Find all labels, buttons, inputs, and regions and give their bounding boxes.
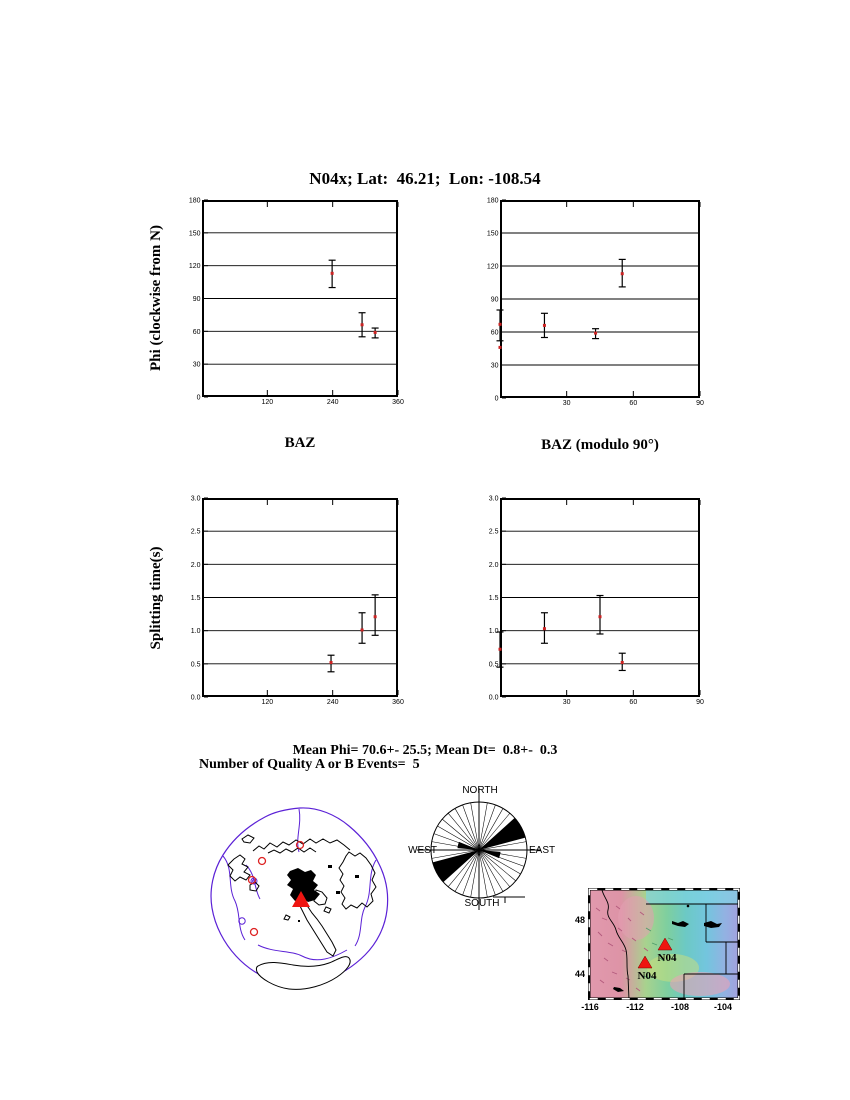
y-tick-label: 120 xyxy=(188,263,201,271)
x-tick-label: 360 xyxy=(392,699,404,706)
y-tick-label: 0.5 xyxy=(190,661,201,669)
dt-axis-label: Splitting time(s) xyxy=(148,546,164,650)
x-tick-label: 360 xyxy=(392,399,404,406)
data-point-marker xyxy=(599,615,602,618)
globe-map xyxy=(198,795,403,1010)
plot-dt-vs-baz-mod90 xyxy=(488,495,704,706)
y-tick-label: 180 xyxy=(486,197,499,205)
x-tick-label: 30 xyxy=(562,400,571,407)
phi-bazmod-svg xyxy=(486,197,704,407)
y-tick-label: 0.5 xyxy=(488,661,499,669)
y-tick-label: 2.0 xyxy=(488,561,499,569)
error-bar-points xyxy=(328,595,379,672)
map-lon-tick-112: -112 xyxy=(626,1002,644,1012)
rose-west-label: WEST xyxy=(408,845,437,856)
y-tick-label: 1.0 xyxy=(190,628,201,636)
y-tick-label: 60 xyxy=(490,329,499,337)
y-tick-label: 2.5 xyxy=(488,528,499,536)
event-count-line: Number of Quality A or B Events= 5 xyxy=(199,757,420,772)
data-point-marker xyxy=(361,629,364,632)
gridlines xyxy=(501,200,700,398)
y-tick-label: 60 xyxy=(192,328,201,336)
y-tick-label: 2.5 xyxy=(190,528,201,536)
x-tick-label: 240 xyxy=(326,399,339,406)
data-point-marker xyxy=(499,346,502,349)
y-tick-label: 0 xyxy=(196,394,201,402)
y-tick-label: 30 xyxy=(192,361,201,369)
y-tick-label: 150 xyxy=(188,230,201,238)
x-tick-label: 90 xyxy=(696,699,704,706)
y-tick-label: 90 xyxy=(490,296,499,304)
x-tick-label: 60 xyxy=(629,400,638,407)
rose-south-label: SOUTH xyxy=(464,898,500,909)
y-tick-label: 0.0 xyxy=(190,694,201,702)
y-tick-label: 150 xyxy=(486,230,499,238)
data-point-marker xyxy=(543,627,546,630)
plot-dt-vs-baz xyxy=(190,495,404,706)
y-tick-label: 1.0 xyxy=(488,628,499,636)
data-point-marker xyxy=(374,331,377,334)
station-n04b-label: N04 xyxy=(637,970,657,982)
tick-labels xyxy=(489,496,704,707)
station-n04-label: N04 xyxy=(657,952,677,964)
dt-baz-svg xyxy=(190,495,404,706)
map-lat-tick-44: 44 xyxy=(574,969,585,979)
regional-topo-map xyxy=(588,888,740,1000)
tick-labels xyxy=(487,198,704,408)
x-tick-label: 120 xyxy=(261,699,274,706)
y-tick-label: 90 xyxy=(192,296,201,303)
data-point-marker xyxy=(621,272,624,275)
y-tick-label: 30 xyxy=(490,362,499,370)
baz-axis-title: BAZ xyxy=(284,435,316,451)
data-point-marker xyxy=(361,323,364,326)
x-tick-label: 60 xyxy=(629,699,638,706)
tick-labels xyxy=(189,198,404,407)
x-tick-label: 240 xyxy=(326,699,339,706)
map-lat-tick-48: 48 xyxy=(574,915,585,925)
map-lon-tick-116: -116 xyxy=(581,1002,599,1012)
gridlines xyxy=(203,200,398,397)
y-tick-label: 2.0 xyxy=(190,561,201,569)
y-tick-label: 1.5 xyxy=(488,595,499,602)
plot-phi-vs-baz-mod90 xyxy=(486,197,704,407)
data-point-marker xyxy=(499,648,502,651)
y-tick-label: 3.0 xyxy=(488,495,499,503)
dt-bazmod-svg xyxy=(488,495,704,706)
x-tick-label: 90 xyxy=(696,400,704,407)
data-point-marker xyxy=(499,323,502,326)
rose-east-label: EAST xyxy=(529,845,556,856)
map-lon-tick-104: -104 xyxy=(713,1002,732,1012)
gridlines xyxy=(203,498,398,697)
y-tick-label: 0 xyxy=(494,395,499,403)
x-tick-label: 120 xyxy=(261,399,274,406)
y-tick-label: 120 xyxy=(486,263,499,271)
phi-axis-label: Phi (clockwise from N) xyxy=(148,225,164,371)
tick-labels xyxy=(191,496,404,707)
coastlines xyxy=(228,835,376,989)
rose-north-label: NORTH xyxy=(462,785,498,796)
y-tick-label: 3.0 xyxy=(190,495,201,503)
data-point-marker xyxy=(594,332,597,335)
data-point-marker xyxy=(543,324,546,327)
plot-phi-vs-baz xyxy=(188,197,404,406)
error-bar-points xyxy=(497,259,626,349)
map-lon-tick-108: -108 xyxy=(670,1002,689,1012)
data-point-marker xyxy=(374,615,377,618)
phi-baz-svg xyxy=(188,197,404,406)
error-bar-points xyxy=(329,260,379,338)
mean-statistics-line: Mean Phi= 70.6+- 25.5; Mean Dt= 0.8+- 0.3 xyxy=(292,743,558,758)
data-point-marker xyxy=(330,661,333,664)
data-point-marker xyxy=(621,661,624,664)
y-tick-label: 1.5 xyxy=(190,595,201,602)
error-bar-points xyxy=(497,596,626,671)
y-tick-label: 180 xyxy=(188,197,201,205)
baz-mod90-axis-title: BAZ (modulo 90°) xyxy=(541,437,659,453)
y-tick-label: 0.0 xyxy=(488,694,499,702)
x-tick-label: 30 xyxy=(562,699,571,706)
page-title: N04x; Lat: 46.21; Lon: -108.54 xyxy=(309,169,541,188)
data-point-marker xyxy=(331,272,334,275)
